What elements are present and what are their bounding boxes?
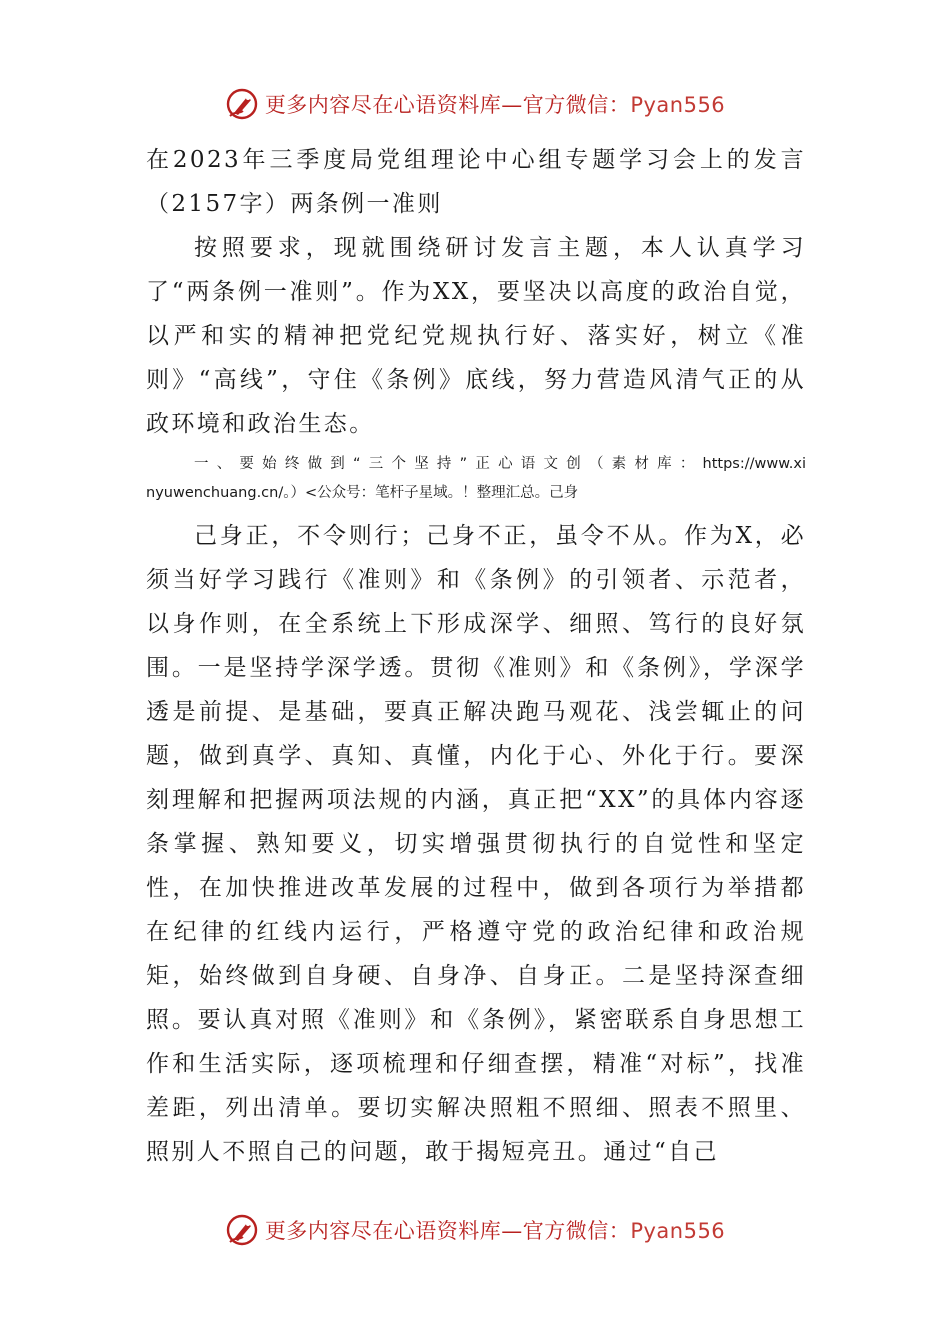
watermark-text: 更多内容尽在心语资料库—官方微信：Pyan556	[264, 93, 726, 117]
section-heading-rest: https://www.xinyuwenchuang.cn/。）<公众号：笔杆子星域。！整理汇总。己身	[146, 456, 806, 501]
watermark-handle: Pyan556	[630, 1219, 726, 1243]
section-heading	[146, 450, 806, 508]
watermark-handle: Pyan556	[630, 93, 726, 117]
pen-nib-logo-icon	[225, 1213, 259, 1247]
watermark-text: 更多内容尽在心语资料库—官方微信：Pyan556	[264, 1219, 726, 1243]
watermark-header	[0, 82, 950, 126]
section-heading-lead: 一、要始终做到“三个坚持”正心语文创（素材库：	[194, 456, 703, 472]
paragraph-intro: 按照要求，现就围绕研讨发言主题，本人认真学习了“两条例一准则”。作为XX，要坚决以高度的政治自觉，以严和实的精神把党纪党规执行好、落实好，树立《准则》“高线”，守住《条例》底线，努力营造风清气正的从政环境和政治生态。	[146, 235, 806, 437]
paragraph-body: 己身正，不令则行；己身不正，虽令不从。作为X，必须当好学习践行《准则》和《条例》的引领者、示范者，以身作则，在全系统上下形成深学、细照、笃行的良好氛围。一是坚持学深学透。贯彻《准则》和《条例》，学深学透是前提、是基础，要真正解决跑马观花、浅尝辄止的问题，做到真学、真知、真懂，内化于心、外化于行。要深刻理解和把握两项法规的内涵，真正把“XX”的具体内容逐条掌握、熟知要义，切实增强贯彻执行的自觉性和坚定性，在加快推进改革发展的过程中，做到各项行为举措都在纪律的红线内运行，严格遵守党的政治纪律和政治规矩，始终做到自身硬、自身净、自身正。二是坚持深查细照。要认真对照《准则》和《条例》，紧密联系自身思想工作和生活实际，逐项梳理和仔细查摆，精准“对标”，找准差距，列出清单。要切实解决照粗不照细、照表不照里、照别人不照自己的问题，敢于揭短亮丑。通过“自己	[146, 523, 806, 1165]
document-title: 在2023年三季度局党组理论中心组专题学习会上的发言（2157字）两条例一准则	[146, 147, 806, 217]
watermark-footer	[0, 1208, 950, 1252]
pen-nib-logo-icon	[225, 87, 259, 121]
document-body	[146, 138, 806, 1174]
